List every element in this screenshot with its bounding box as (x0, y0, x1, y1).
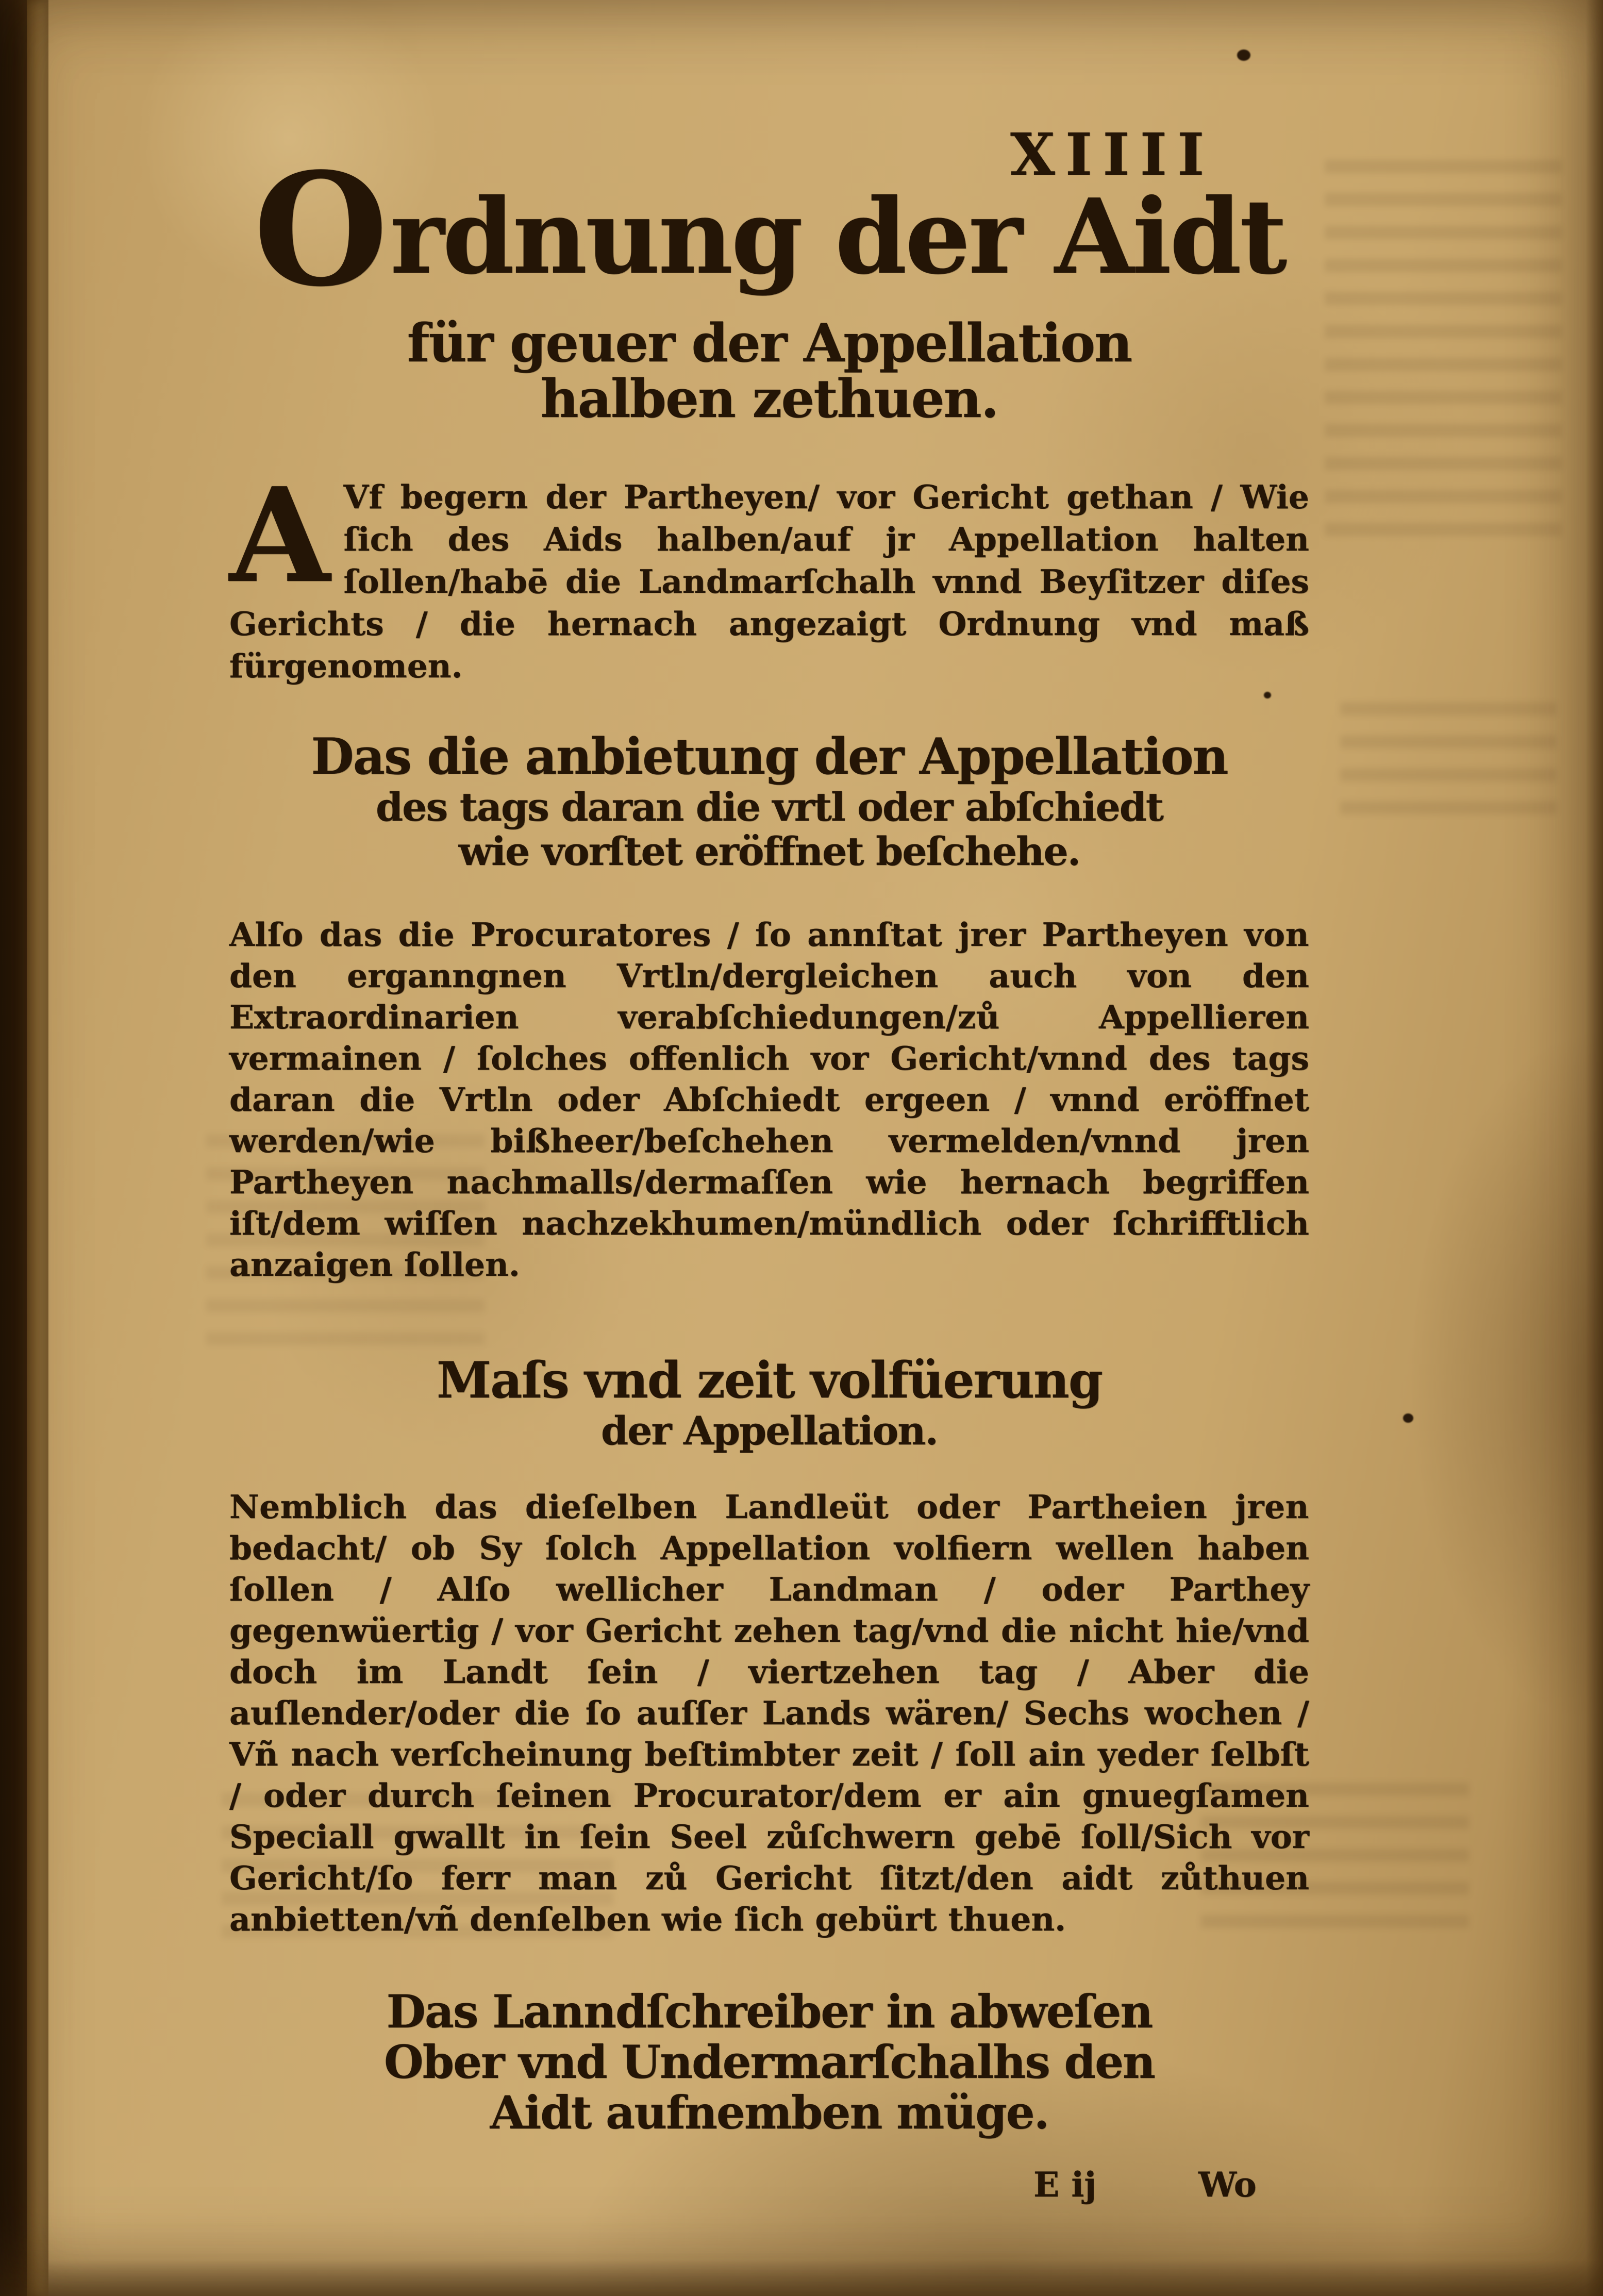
heading-line: Maſs vnd zeit volfüerung (437, 1351, 1102, 1410)
page-title: Ordnung der Aidt (253, 139, 1285, 321)
heading-line: Aidt aufnemben müge. (490, 2086, 1049, 2140)
footer-line (229, 2165, 1309, 2216)
bottom-page-edge (48, 2260, 1603, 2296)
section-heading-appellation-anbietung (229, 728, 1309, 874)
heading-line: Das die anbietung der Appellation (311, 727, 1228, 786)
section-heading-mass-und-zeit (229, 1352, 1309, 1453)
subtitle-line: für geuer der Appellation (407, 312, 1132, 374)
body-paragraph: Nemblich das dieſelben Landleüt oder Partheien jren bedacht/ ob Sy ſolch Appellation volfiern wellen haben ſollen / Alſo wellicher Landman / oder Parthey gegenwüertig / vor Gericht zehen tag/vnd die nicht hie/vnd doch im Landt ſein / viertzehen tag / Aber die auſlender/oder die ſo auſſer Lands wären/ Sechs wochen / Vñ nach verſcheinung beſtimbter zeit / ſoll ain yeder ſelbſt / oder durch ſeinen Procurator/dem er ain gnuegſamen Speciall gwallt in ſein Seel zůſchwern gebē ſoll/Sich vor Gericht/ſo ferr man zů Gericht ſitzt/den aidt zůthuen anbietten/vñ denſelben wie ſich gebürt thuen. (229, 1488, 1309, 1939)
heading-line: wie vorſtet eröffnet beſchehe. (458, 828, 1080, 875)
section-heading-lanndschreiber (229, 1986, 1309, 2138)
show-through-stain (1340, 691, 1557, 814)
catchword: Wo (1198, 2165, 1257, 2205)
intro-text: Vf begern der Partheyen/ vor Gericht gethan / Wie ſich des Aids halben/auf jr Appellation halten ſollen/habē die Landmarſchalh vnnd Beyſitzer diſes Gerichts / die hernach angezaigt Ordnung vnd maß fürgenomen. (229, 478, 1309, 686)
ink-spot (1403, 1413, 1413, 1423)
heading-line: Das Lanndſchreiber in abweſen (386, 1985, 1153, 2039)
page-edges (27, 0, 48, 2296)
right-page-edge (1585, 0, 1603, 2296)
page-content (229, 0, 1309, 2216)
drop-cap: A (229, 459, 330, 612)
page-number: XIIII (1010, 121, 1215, 189)
body-paragraph: Alſo das die Procuratores / ſo annſtat jrer Partheyen von den erganngnen Vrtln/dergleichen auch von den Extraordinarien verabſchiedungen/zů Appellieren vermainen / ſolches offenlich vor Gericht/vnnd des tags daran die Vrtln oder Abſchiedt ergeen / vnnd eröffnet werden/wie bißheer/beſchehen vermelden/vnnd jren Partheyen nachmalls/dermaſſen wie hernach begriffen iſt/dem wiſſen nachzekhumen/mündlich oder ſchrifftlich anzaigen ſollen. (229, 916, 1309, 1284)
heading-line: der Appellation. (601, 1408, 938, 1454)
heading-line: Ober vnd Undermarſchalhs den (383, 2035, 1155, 2089)
title-text: rdnung der Aidt (390, 176, 1285, 297)
intro-paragraph (229, 459, 1309, 687)
subtitle (229, 312, 1309, 430)
heading-line: des tags daran die vrtl oder abſchiedt (375, 784, 1163, 830)
signature-mark: E ij (1033, 2165, 1097, 2205)
binding-edge (0, 0, 27, 2296)
show-through-stain (1325, 149, 1562, 536)
subtitle-line: halben zethuen. (540, 368, 998, 430)
